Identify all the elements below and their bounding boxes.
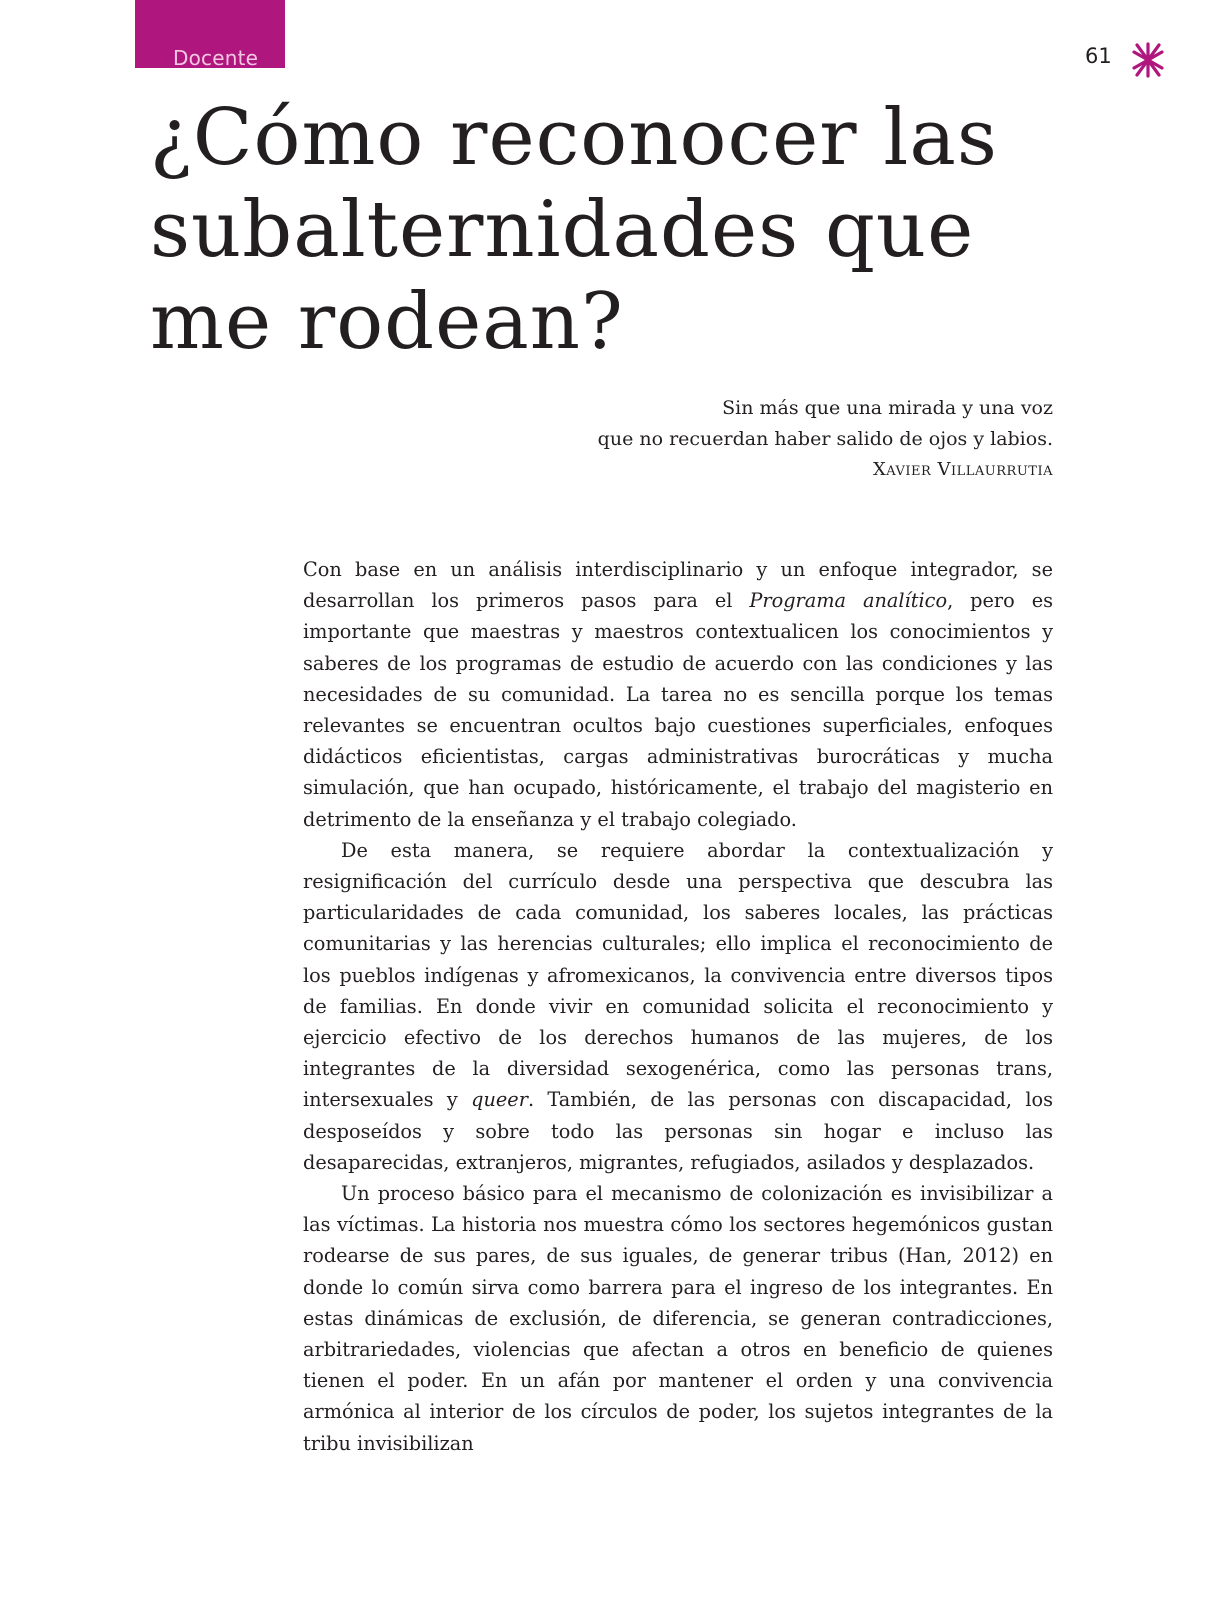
epigraph-line: que no recuerdan haber salido de ojos y labios.: [597, 428, 1053, 450]
italic-term: Programa analítico: [749, 589, 948, 613]
page-title: ¿Cómo reconocer las subalternidades que me rodean?: [150, 93, 998, 367]
section-label: Docente: [173, 46, 259, 70]
italic-term: queer: [471, 1088, 528, 1112]
epigraph-author: Xavier Villaurrutia: [872, 459, 1053, 480]
page-number: 61: [1085, 44, 1112, 68]
section-tab: [135, 0, 285, 68]
paragraph-text: De esta manera, se requiere abordar la contextualización y resignificación del currículo desde una perspectiva que descubra las particularidades de cada comunidad, los saberes locales, las prácticas comunitarias y las herencias culturales; ello implica el reconocimiento de los pueblos indígenas y afromexicanos, la convivencia entre diversos tipos de familias. En donde vivir en comunidad solicita el reconocimiento y ejercicio efectivo de los derechos humanos de las mujeres, de los integrantes de la diversidad sexogenérica, como las personas trans, intersexuales y: [303, 838, 1053, 1112]
paragraph-text: , pero es importante que maestras y maestros contextualicen los conocimientos y saberes de los programas de estudio de acuerdo con las condiciones y las necesidades de su comunidad. La tarea no es sencilla porque los temas relevantes se encuentran ocultos bajo cuestiones superficiales, enfoques didácticos eficientistas, cargas administrativas burocráticas y mucha simulación, que han ocupado, históricamente, el trabajo del magisterio en detrimento de la enseñanza y el trabajo colegiado.: [303, 589, 1053, 831]
paragraph: [303, 835, 1053, 1178]
paragraph-text: . También, de las personas con discapacidad, los desposeídos y sobre todo las personas sin hogar e incluso las desaparecidas, extranjeros, migrantes, refugiados, asilados y desplazados.: [303, 1088, 1053, 1174]
paragraph-text: Con base en un análisis interdisciplinario y un enfoque integrador, se desarrollan los primeros pasos para el: [303, 558, 1053, 613]
paragraph: [303, 554, 1053, 835]
article-body: [303, 554, 1053, 1459]
epigraph-line: Sin más que una mirada y una voz: [722, 397, 1053, 419]
asterisk-icon: [1128, 40, 1168, 80]
epigraph: [453, 393, 1053, 485]
paragraph: Un proceso básico para el mecanismo de colonización es invisibilizar a las víctimas. La historia nos muestra cómo los sectores hegemónicos gustan rodearse de sus pares, de sus iguales, de generar tribus (Han, 2012) en donde lo común sirva como barrera para el ingreso de los integrantes. En estas dinámicas de exclusión, de diferencia, se generan contradicciones, arbitrariedades, violencias que afectan a otros en beneficio de quienes tienen el poder. En un afán por mantener el orden y una convivencia armónica al interior de los círculos de poder, los sujetos integrantes de la tribu invisibilizan: [303, 1182, 1053, 1455]
